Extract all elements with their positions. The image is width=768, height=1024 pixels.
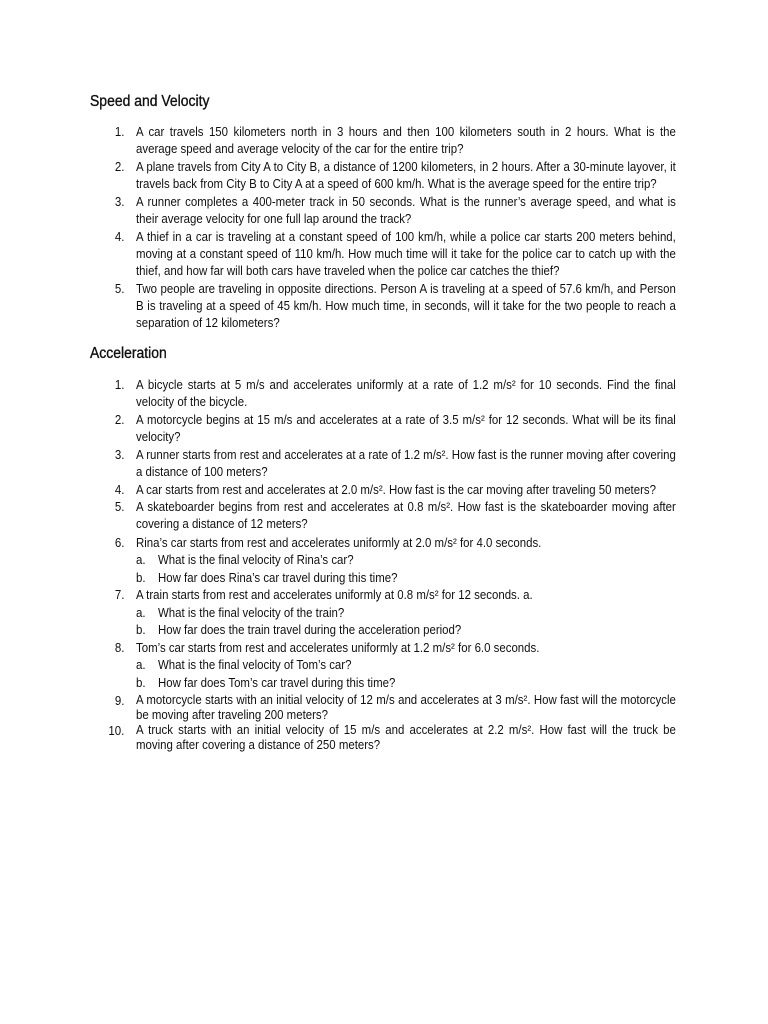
question-number: 5.: [114, 282, 124, 296]
question-text: A car travels 150 kilometers north in 3 hours and then 100 kilometers south in 2 hours. What is the average speed and average velocity of the car for the entire trip?: [136, 125, 676, 156]
question-number: 1.: [114, 378, 124, 392]
section-heading-speed-velocity: Speed and Velocity: [90, 93, 210, 110]
question-number: 5.: [114, 500, 124, 514]
question-number: 1.: [114, 125, 124, 139]
question-number: 4.: [114, 483, 124, 497]
question-number: 4.: [114, 230, 124, 244]
question-text: A car starts from rest and accelerates at 2.0 m/s². How fast is the car moving after traveling 50 meters?: [136, 483, 656, 497]
question-number: 8.: [114, 641, 124, 655]
question-text: A motorcycle starts with an initial velocity of 12 m/s and accelerates at 3 m/s². How fast will the motorcycle be moving after traveling 200 meters?: [136, 693, 676, 722]
sub-question-text: How far does Rina’s car travel during this time?: [158, 571, 398, 585]
question-number: 7.: [114, 588, 124, 602]
question-text: Two people are traveling in opposite directions. Person A is traveling at a speed of 57.6 km/h, and Person B is traveling at a speed of 45 km/h. How much time, in seconds, will it take for the two people to reach a separation of 12 kilometers?: [136, 282, 676, 330]
question-text: A truck starts with an initial velocity of 15 m/s and accelerates at 2.2 m/s². How fast will the truck be moving after covering a distance of 250 meters?: [136, 723, 676, 752]
question-text: A plane travels from City A to City B, a distance of 1200 kilometers, in 2 hours. After a 30-minute layover, it travels back from City B to City A at a speed of 600 km/h. What is the average speed for the entire trip?: [136, 160, 676, 191]
question-number: 10.: [108, 724, 124, 738]
sub-question-letter: a.: [136, 658, 146, 672]
question-number: 3.: [114, 448, 124, 462]
question-number: 2.: [114, 413, 124, 427]
question-number: 2.: [114, 160, 124, 174]
sub-question-text: What is the final velocity of the train?: [158, 606, 345, 620]
section-heading-acceleration: Acceleration: [90, 345, 167, 362]
sub-question-text: How far does Tom’s car travel during this time?: [158, 676, 396, 690]
question-text: A thief in a car is traveling at a constant speed of 100 km/h, while a police car starts 200 meters behind, moving at a constant speed of 110 km/h. How much time will it take for the police car to catch up with the thief, and how far will both cars have traveled when the police car catches the thief?: [136, 230, 676, 278]
sub-question-letter: b.: [136, 571, 146, 585]
question-text: Tom’s car starts from rest and accelerates uniformly at 1.2 m/s² for 6.0 seconds.: [136, 641, 540, 655]
question-text: A runner starts from rest and accelerates at a rate of 1.2 m/s². How fast is the runner moving after covering a distance of 100 meters?: [136, 448, 676, 479]
sub-question-text: What is the final velocity of Rina’s car?: [158, 553, 354, 567]
question-text: A motorcycle begins at 15 m/s and accelerates at a rate of 3.5 m/s² for 12 seconds. What will be its final velocity?: [136, 413, 676, 444]
sub-question-letter: b.: [136, 676, 146, 690]
sub-question-letter: a.: [136, 606, 146, 620]
question-number: 6.: [114, 536, 124, 550]
question-number: 9.: [114, 694, 124, 708]
sub-question-text: How far does the train travel during the acceleration period?: [158, 623, 462, 637]
question-text: A train starts from rest and accelerates uniformly at 0.8 m/s² for 12 seconds. a.: [136, 588, 533, 602]
question-text: Rina’s car starts from rest and accelerates uniformly at 2.0 m/s² for 4.0 seconds.: [136, 536, 542, 550]
question-text: A bicycle starts at 5 m/s and accelerates uniformly at a rate of 1.2 m/s² for 10 seconds. Find the final velocity of the bicycle.: [136, 378, 676, 409]
sub-question-letter: b.: [136, 623, 146, 637]
sub-question-letter: a.: [136, 553, 146, 567]
question-text: A runner completes a 400-meter track in 50 seconds. What is the runner’s average speed, and what is their average velocity for one full lap around the track?: [136, 195, 676, 226]
question-text: A skateboarder begins from rest and accelerates at 0.8 m/s². How fast is the skateboarder moving after covering a distance of 12 meters?: [136, 500, 676, 531]
sub-question-text: What is the final velocity of Tom’s car?: [158, 658, 352, 672]
question-number: 3.: [114, 195, 124, 209]
